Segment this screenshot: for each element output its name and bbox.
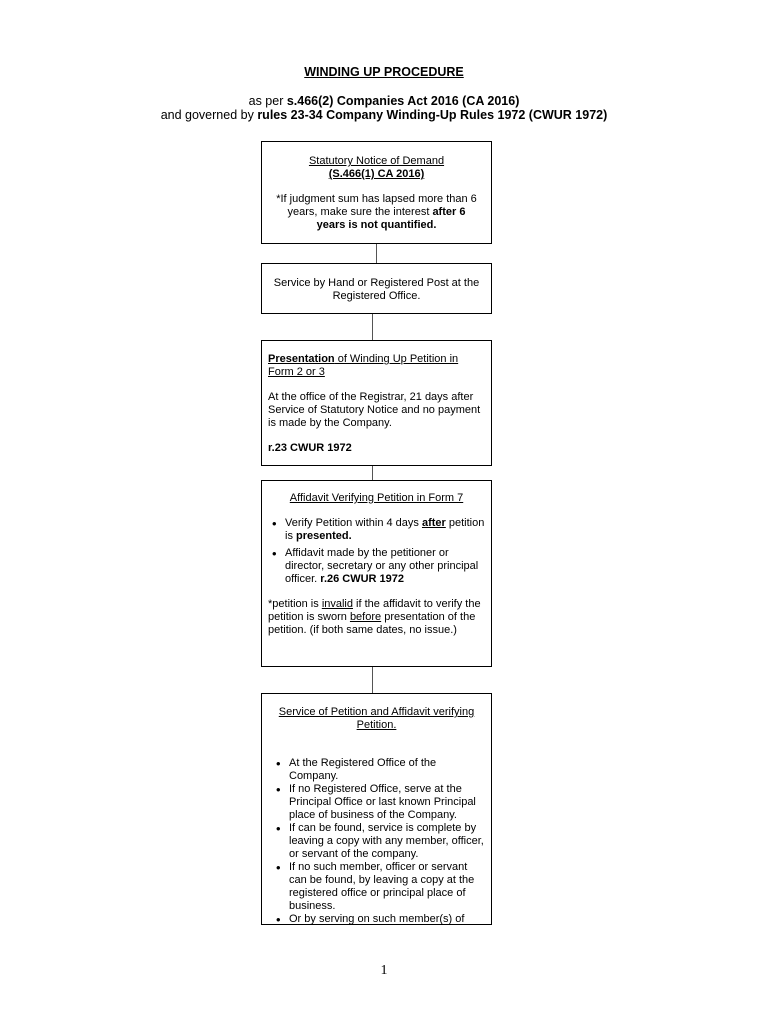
presentation-heading-rest: of Winding Up Petition in Form 2 or 3 xyxy=(268,353,459,378)
notice-reference: (S.466(1) CA 2016) xyxy=(328,168,425,180)
affidavit-heading: Affidavit Verifying Petition in Form 7 xyxy=(289,492,464,504)
service-petition-bullet: • At the Registered Office of the Company. xyxy=(272,757,485,783)
affidavit-bullet-2-rule: r.26 CWUR 1972 xyxy=(320,573,405,585)
affidavit-bullets xyxy=(268,517,485,586)
subtitle-line-1 xyxy=(0,94,768,108)
subtitle-1-bold: s.466(2) Companies Act 2016 (CA 2016) xyxy=(286,94,520,108)
service-petition-bullet: • If no such member, officer or servant can be found, by leaving a copy at the registered office or principal place of business. xyxy=(272,861,485,913)
service-petition-bullet: • Or by serving on such member(s) of xyxy=(272,913,485,926)
affidavit-note xyxy=(268,598,485,637)
presentation-body: At the office of the Registrar, 21 days after Service of Statutory Notice and no payment is made by the Company. xyxy=(268,391,481,429)
notice-note-text: *If judgment sum has lapsed more than 6 years, make sure the interest xyxy=(276,193,477,218)
connector-1 xyxy=(376,244,377,263)
service-petition-bullet: • If no Registered Office, serve at the Principal Office or last known Principal place of business of the Company. xyxy=(272,783,485,822)
subtitle-2-prefix: and governed by xyxy=(160,108,258,122)
connector-3 xyxy=(372,466,373,480)
service-petition-bullet: • If can be found, service is complete by leaving a copy with any member, officer, or servant of the company. xyxy=(272,822,485,861)
connector-2 xyxy=(372,314,373,340)
affidavit-box xyxy=(261,480,492,667)
service-petition-bullets xyxy=(268,757,485,926)
service-petition-heading: Service of Petition and Affidavit verifying Petition. xyxy=(278,706,475,731)
presentation-heading xyxy=(268,353,485,379)
affidavit-bullet-2 xyxy=(268,547,485,586)
affidavit-note-text-c: presentation of the petition. (if both same dates, no issue.) xyxy=(268,611,476,636)
affidavit-bullet-1-text-b: petition is xyxy=(285,517,485,542)
presentation-box xyxy=(261,340,492,466)
page-number: 1 xyxy=(380,963,388,978)
subtitle-1-prefix: as per xyxy=(248,94,287,108)
notice-note xyxy=(272,193,481,232)
service-petition-box xyxy=(261,693,492,925)
subtitle-2-bold: rules 23-34 Company Winding-Up Rules 1972 (CWUR 1972) xyxy=(257,108,608,122)
connector-4 xyxy=(372,667,373,693)
document-title: WINDING UP PROCEDURE xyxy=(304,65,464,79)
affidavit-bullet-1 xyxy=(268,517,485,543)
affidavit-bullet-2-text: Affidavit made by the petitioner or director, secretary or any other principal officer. xyxy=(285,547,479,585)
affidavit-note-text-a: *petition is xyxy=(268,598,322,610)
notice-heading: Statutory Notice of Demand xyxy=(308,155,445,167)
service-box xyxy=(261,263,492,314)
notice-box xyxy=(261,141,492,244)
presentation-rule: r.23 CWUR 1972 xyxy=(268,442,352,454)
affidavit-note-invalid: invalid xyxy=(321,598,353,610)
service-text: Service by Hand or Registered Post at the Registered Office. xyxy=(273,277,480,302)
affidavit-bullet-1-presented: presented. xyxy=(296,530,352,542)
affidavit-bullet-1-after: after xyxy=(421,517,446,529)
affidavit-bullet-1-text-a: Verify Petition within 4 days xyxy=(285,517,422,529)
affidavit-note-text-b: if the affidavit to verify the petition is sworn xyxy=(268,598,481,623)
presentation-heading-bold: Presentation xyxy=(268,353,335,365)
affidavit-note-before: before xyxy=(349,611,382,623)
notice-note-bold: after 6 years is not quantified. xyxy=(316,206,466,231)
subtitle-line-2 xyxy=(0,108,768,122)
